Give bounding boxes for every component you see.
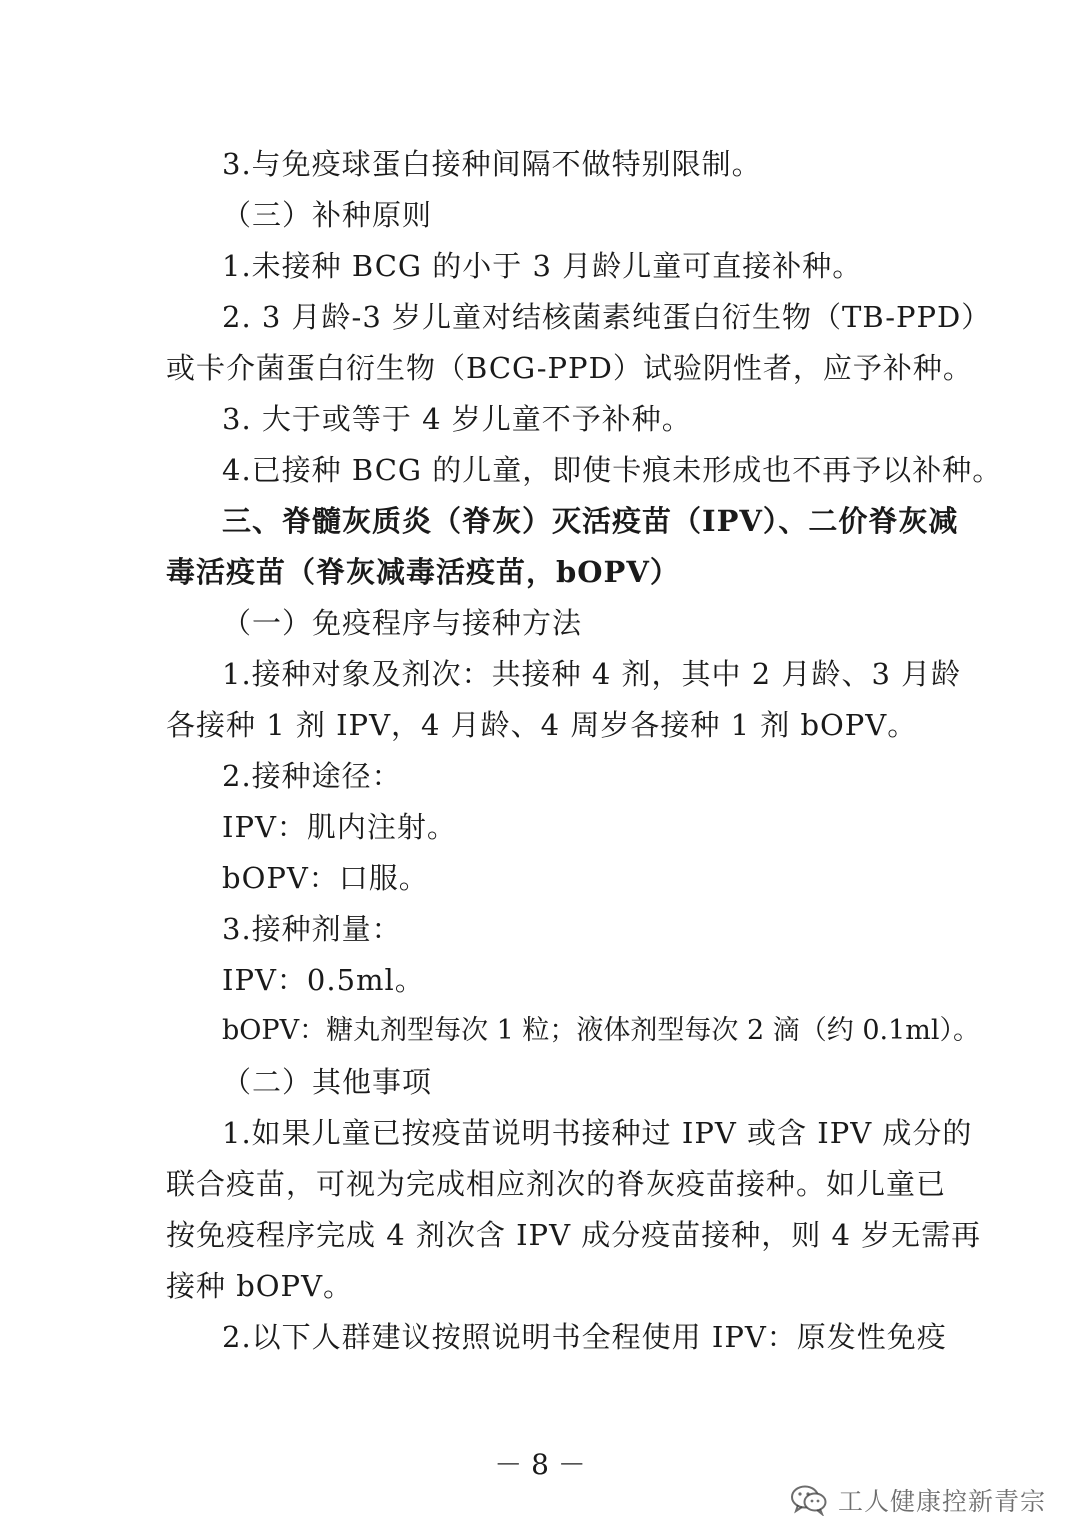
section-heading: （二）其他事项 [222,1065,433,1099]
wechat-icon [790,1484,828,1516]
section-heading: （一）免疫程序与接种方法 [222,606,583,640]
text-line: 3.接种剂量： [222,912,402,946]
text-line: 3. 大于或等于 4 岁儿童不予补种。 [222,402,692,436]
watermark-text: 工人健康控新青宗 [838,1487,1047,1516]
text-line: 1.如果儿童已按疫苗说明书接种过 IPV 或含 IPV 成分的 [222,1116,973,1150]
text-line: 1.接种对象及剂次：共接种 4 剂，其中 2 月龄、3 月龄 [222,657,962,691]
text-line: 接种 bOPV。 [166,1269,354,1303]
text-line: 4.已接种 BCG 的儿童，即使卡痕未形成也不再予以补种。 [222,453,1003,487]
text-line: 联合疫苗，可视为完成相应剂次的脊灰疫苗接种。如儿童已 [166,1167,947,1201]
watermark [790,1480,1046,1520]
text-line: bOPV：口服。 [222,861,429,895]
text-line: 按免疫程序完成 4 剂次含 IPV 成分疫苗接种，则 4 岁无需再 [166,1218,982,1252]
chapter-heading: 毒活疫苗（脊灰减毒活疫苗，bOPV） [166,555,680,589]
text-line: 3.与免疫球蛋白接种间隔不做特别限制。 [222,147,762,181]
text-line: 2.接种途径： [222,759,402,793]
text-line: IPV：肌内注射。 [222,810,457,844]
text-line: 1.未接种 BCG 的小于 3 月龄儿童可直接补种。 [222,249,863,283]
text-line: 2.以下人群建议按照说明书全程使用 IPV：原发性免疫 [222,1320,947,1354]
text-line: 各接种 1 剂 IPV，4 月龄、4 周岁各接种 1 剂 bOPV。 [166,708,918,742]
text-line: 2. 3 月龄-3 岁儿童对结核菌素纯蛋白衍生物（TB-PPD） [222,300,992,334]
section-heading: （三）补种原则 [222,198,433,232]
text-line: IPV：0.5ml。 [222,963,425,997]
text-line: 或卡介菌蛋白衍生物（BCG-PPD）试验阴性者，应予补种。 [166,351,973,385]
chapter-heading: 三、脊髓灰质炎（脊灰）灭活疫苗（IPV）、二价脊灰减 [222,504,959,538]
page-number: － 8 － [494,1448,586,1481]
text-line: bOPV：糖丸剂型每次 1 粒；液体剂型每次 2 滴（约 0.1ml）。 [222,1015,981,1046]
